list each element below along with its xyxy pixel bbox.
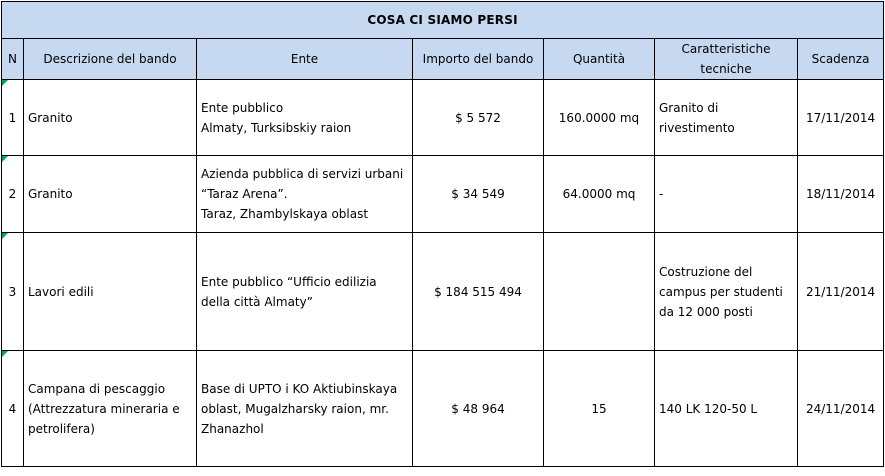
importo-cell: $ 5 572	[413, 80, 544, 156]
scadenza-cell: 17/11/2014	[798, 80, 884, 156]
descrizione-line: Granito	[28, 110, 73, 125]
ente-line: Almaty, Turksibskiy raion	[201, 120, 352, 135]
table-row	[2, 351, 884, 467]
col-header-quantita: Quantità	[544, 39, 655, 80]
ente-cell	[197, 156, 413, 233]
descrizione-line: Granito	[28, 187, 73, 201]
caratteristiche-line: Granito di	[659, 100, 719, 115]
tenders-table	[1, 1, 884, 467]
row-number-cell	[2, 351, 24, 467]
caratteristiche-line: campus per studenti	[659, 284, 783, 299]
caratteristiche-cell	[655, 233, 798, 351]
col-header-caratteristiche-line2: tecniche	[700, 62, 752, 76]
table-row	[2, 156, 884, 233]
caratteristiche-cell	[655, 351, 798, 467]
ente-cell	[197, 233, 413, 351]
table-row	[2, 80, 884, 156]
descrizione-cell	[24, 233, 197, 351]
row-number: 3	[8, 284, 17, 299]
col-header-caratteristiche-line1: Caratteristiche	[681, 42, 771, 56]
comment-marker-icon	[2, 351, 8, 357]
importo-cell: $ 34 549	[413, 156, 544, 233]
col-header-descrizione: Descrizione del bando	[24, 39, 197, 80]
table-title: COSA CI SIAMO PERSI	[2, 2, 884, 39]
descrizione-cell	[24, 80, 197, 156]
descrizione-cell	[24, 156, 197, 233]
descrizione-line: (Attrezzatura mineraria e	[28, 401, 180, 416]
caratteristiche-line: rivestimento	[659, 120, 735, 135]
row-number: 1	[8, 110, 17, 125]
col-header-importo: Importo del bando	[413, 39, 544, 80]
caratteristiche-line: Costruzione del	[659, 264, 753, 279]
comment-marker-icon	[2, 156, 8, 162]
col-header-caratteristiche	[655, 39, 798, 80]
title-row	[2, 2, 884, 39]
ente-line: Zhanazhol	[201, 421, 264, 436]
scadenza-cell: 24/11/2014	[798, 351, 884, 467]
ente-line: Azienda pubblica di servizi urbani	[201, 167, 404, 181]
row-number-cell	[2, 233, 24, 351]
ente-line: della città Almaty”	[201, 294, 313, 309]
table-row	[2, 233, 884, 351]
caratteristiche-line: 140 LK 120-50 L	[659, 401, 758, 416]
caratteristiche-line: -	[659, 187, 664, 201]
importo-cell: $ 184 515 494	[413, 233, 544, 351]
ente-cell	[197, 351, 413, 467]
ente-line: Taraz, Zhambylskaya oblast	[201, 207, 369, 221]
comment-marker-icon	[2, 80, 8, 86]
scadenza-cell: 18/11/2014	[798, 156, 884, 233]
descrizione-line: Lavori edili	[28, 284, 94, 299]
ente-line: “Taraz Arena”.	[201, 187, 288, 201]
ente-line: Base di UPTO i KO Aktiubinskaya	[201, 381, 398, 396]
quantita-cell	[544, 233, 655, 351]
col-header-ente: Ente	[197, 39, 413, 80]
quantita-cell: 160.0000 mq	[544, 80, 655, 156]
descrizione-line: Campana di pescaggio	[28, 381, 166, 396]
ente-line: oblast, Mugalzharsky raion, mr.	[201, 401, 389, 416]
row-number-cell	[2, 80, 24, 156]
col-header-n: N	[2, 39, 24, 80]
quantita-cell: 64.0000 mq	[544, 156, 655, 233]
comment-marker-icon	[2, 233, 8, 239]
row-number: 4	[8, 401, 17, 416]
scadenza-cell: 21/11/2014	[798, 233, 884, 351]
ente-line: Ente pubblico “Ufficio edilizia	[201, 274, 377, 289]
descrizione-cell	[24, 351, 197, 467]
row-number-cell	[2, 156, 24, 233]
caratteristiche-cell	[655, 156, 798, 233]
ente-cell	[197, 80, 413, 156]
caratteristiche-cell	[655, 80, 798, 156]
ente-line: Ente pubblico	[201, 100, 284, 115]
row-number: 2	[8, 187, 17, 201]
header-row	[2, 39, 884, 80]
quantita-cell: 15	[544, 351, 655, 467]
descrizione-line: petrolifera)	[28, 421, 95, 436]
importo-cell: $ 48 964	[413, 351, 544, 467]
col-header-scadenza: Scadenza	[798, 39, 884, 80]
caratteristiche-line: da 12 000 posti	[659, 304, 753, 319]
